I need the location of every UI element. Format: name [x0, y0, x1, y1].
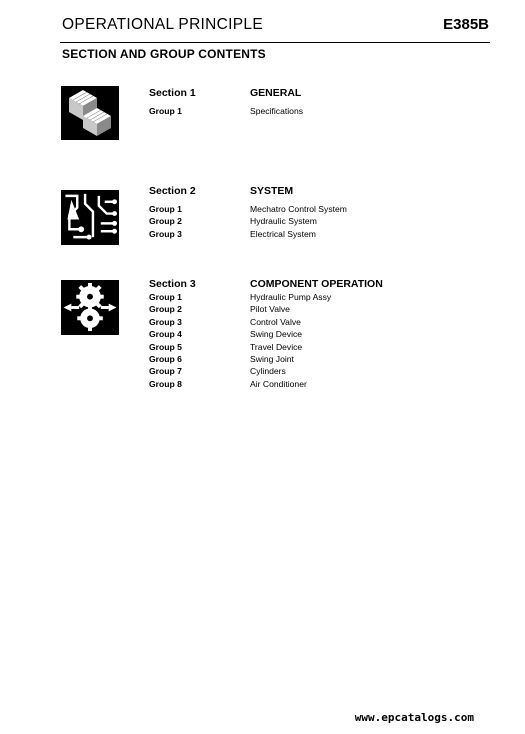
page-title: OPERATIONAL PRINCIPLE [62, 16, 263, 33]
group-description: Specifications [250, 106, 304, 116]
stacked-cubes-icon [61, 86, 119, 140]
list-item [149, 106, 449, 118]
group-description: Control Valve [250, 316, 301, 327]
group-label: Group 3 [149, 316, 182, 327]
group-list [149, 292, 449, 391]
group-description: Swing Joint [250, 353, 294, 364]
group-label: Group 8 [149, 378, 182, 389]
group-label: Group 2 [149, 304, 182, 315]
list-item [149, 354, 449, 366]
list-item [149, 366, 449, 378]
list-item [149, 329, 449, 341]
section-label: Section 3 [149, 278, 196, 290]
group-label: Group 6 [149, 353, 182, 364]
group-description: Electrical System [250, 228, 316, 239]
group-label: Group 1 [149, 106, 182, 116]
group-label: Group 4 [149, 329, 182, 340]
group-description: Mechatro Control System [250, 204, 347, 214]
model-number: E385B [443, 16, 489, 33]
footer-url: www.epcatalogs.com [354, 711, 474, 724]
group-list [149, 204, 449, 241]
group-list [149, 106, 449, 118]
group-label: Group 5 [149, 341, 182, 352]
list-item [149, 292, 449, 304]
group-description: Cylinders [250, 366, 286, 377]
circuit-system-icon [61, 190, 119, 245]
list-item [149, 317, 449, 329]
list-item [149, 204, 449, 216]
group-label: Group 2 [149, 216, 182, 227]
list-item [149, 379, 449, 391]
section-title: SYSTEM [250, 185, 294, 197]
group-description: Hydraulic System [250, 216, 317, 227]
group-description: Pilot Valve [250, 304, 290, 315]
group-description: Air Conditioner [250, 378, 307, 389]
group-label: Group 1 [149, 204, 182, 214]
group-description: Travel Device [250, 341, 303, 352]
list-item [149, 342, 449, 354]
list-item [149, 229, 449, 241]
group-description: Swing Device [250, 329, 303, 340]
gear-pump-icon [61, 280, 119, 335]
group-label: Group 7 [149, 366, 182, 377]
group-description: Hydraulic Pump Assy [250, 292, 332, 302]
group-label: Group 3 [149, 228, 182, 239]
list-item [149, 216, 449, 228]
section-title: GENERAL [250, 87, 302, 99]
section-title: COMPONENT OPERATION [250, 278, 383, 290]
section-label: Section 1 [149, 87, 196, 99]
list-item [149, 304, 449, 316]
section-label: Section 2 [149, 185, 196, 197]
contents-heading: SECTION AND GROUP CONTENTS [62, 47, 266, 61]
header-divider [60, 42, 490, 43]
group-label: Group 1 [149, 292, 182, 302]
